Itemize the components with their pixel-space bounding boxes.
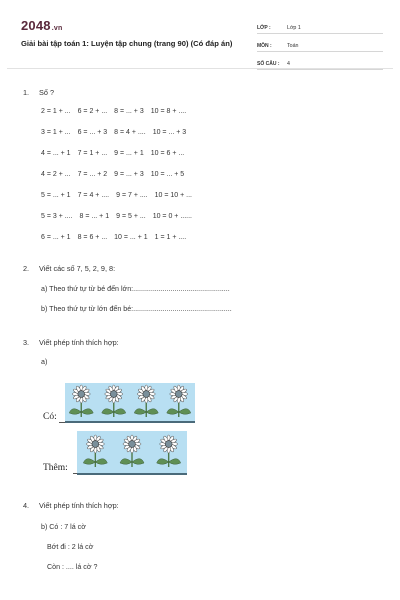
question-title: Số ? (39, 88, 55, 97)
question-3-part-a: a) (41, 358, 48, 366)
calc-row (41, 171, 191, 178)
calc-row (41, 192, 199, 199)
question-4-part-b: b) Có : 7 lá cờ (41, 523, 86, 531)
calc-item: 7 = 4 + .... (77, 192, 110, 199)
flower-icon (167, 385, 191, 417)
flower-icon (134, 385, 158, 417)
question-2-part-a: a) Theo thứ tự từ bé đến lớn:................................................. (41, 285, 230, 293)
worksheet-page (7, 6, 393, 600)
label-them: Thêm: (43, 463, 68, 473)
meta-table (257, 20, 383, 74)
meta-row-class (257, 20, 383, 34)
calc-item: 2 = 1 + ... (41, 108, 71, 115)
logo-text: 2048 (21, 18, 51, 33)
flower-icon (157, 435, 181, 467)
calc-item: 9 = 5 + ... (116, 213, 146, 220)
calc-item: 9 = ... + 1 (114, 150, 144, 157)
document-title: Giải bài tập toán 1: Luyện tập chung (trang 90) (Có đáp án) (21, 39, 233, 48)
calc-item: 5 = ... + 1 (41, 192, 71, 199)
calc-item: 6 = 2 + ... (77, 108, 108, 115)
calc-item: 9 = ... + 3 (114, 171, 144, 178)
site-logo[interactable] (21, 18, 62, 33)
meta-label: LỚP : (257, 25, 271, 31)
calc-item: 10 = 0 + ...... (152, 213, 192, 220)
question-title: Viết phép tính thích hợp: (39, 501, 119, 510)
calc-item: 10 = ... + 3 (152, 129, 187, 136)
flower-icon (102, 385, 126, 417)
calc-item: 3 = 1 + ... (41, 129, 71, 136)
calc-item: 4 = ... + 1 (41, 150, 71, 157)
question-number: 4. (23, 501, 30, 510)
calc-item: 10 = ... + 5 (150, 171, 185, 178)
question-title: Viết phép tính thích hợp: (39, 338, 119, 347)
calc-item: 8 = 6 + ... (77, 234, 108, 241)
flowers-group-bottom (77, 431, 187, 473)
question-4-remaining: Còn : .... lá cờ ? (47, 563, 98, 571)
meta-value: 4 (287, 61, 290, 67)
calc-item: 9 = 7 + .... (116, 192, 148, 199)
question-1-heading (23, 88, 54, 97)
calc-item: 10 = ... + 1 (114, 234, 148, 241)
calc-row (41, 213, 199, 220)
calc-item: 8 = ... + 1 (79, 213, 110, 220)
calc-row (41, 129, 193, 136)
calc-item: 8 = ... + 3 (114, 108, 144, 115)
calc-item: 7 = ... + 2 (77, 171, 108, 178)
calc-item: 6 = ... + 1 (41, 234, 71, 241)
question-number: 3. (23, 338, 30, 347)
calc-item: 6 = ... + 3 (77, 129, 108, 136)
calc-item: 10 = 8 + .... (150, 108, 187, 115)
meta-label: SỐ CÂU : (257, 61, 280, 67)
meta-value: Toán (287, 43, 299, 49)
calc-item: 1 = 1 + .... (154, 234, 187, 241)
calc-item: 10 = 6 + ... (150, 150, 185, 157)
calc-row (41, 108, 193, 115)
calc-item: 8 = 4 + .... (114, 129, 146, 136)
calc-item: 7 = 1 + ... (77, 150, 108, 157)
question-number: 1. (23, 88, 30, 97)
meta-row-subject (257, 38, 383, 52)
flowers-group-top (65, 383, 195, 421)
meta-value: Lớp 1 (287, 25, 301, 31)
calc-row (41, 234, 193, 241)
meta-label: MÔN : (257, 43, 272, 49)
question-2-part-b: b) Theo thứ tự từ lớn đến bé:.................................................. (41, 305, 232, 313)
calc-item: 10 = 10 + ... (154, 192, 193, 199)
flower-icon (83, 435, 107, 467)
flower-icon (69, 385, 93, 417)
question-title: Viết các số 7, 5, 2, 9, 8: (39, 264, 116, 273)
header-divider (7, 68, 393, 69)
question-number: 2. (23, 264, 30, 273)
calc-item: 5 = 3 + .... (41, 213, 73, 220)
logo-suffix: .vn (51, 25, 63, 32)
question-2-heading (23, 264, 115, 273)
flower-panel-top (65, 383, 195, 423)
question-4-heading (23, 501, 119, 510)
question-3-heading (23, 338, 119, 347)
question-4-removed: Bớt đi : 2 lá cờ (47, 543, 94, 551)
flower-panel-bottom (77, 431, 187, 475)
label-co: Có: (43, 412, 57, 422)
calc-item: 4 = 2 + ... (41, 171, 71, 178)
flower-icon (120, 435, 144, 467)
calc-row (41, 150, 191, 157)
